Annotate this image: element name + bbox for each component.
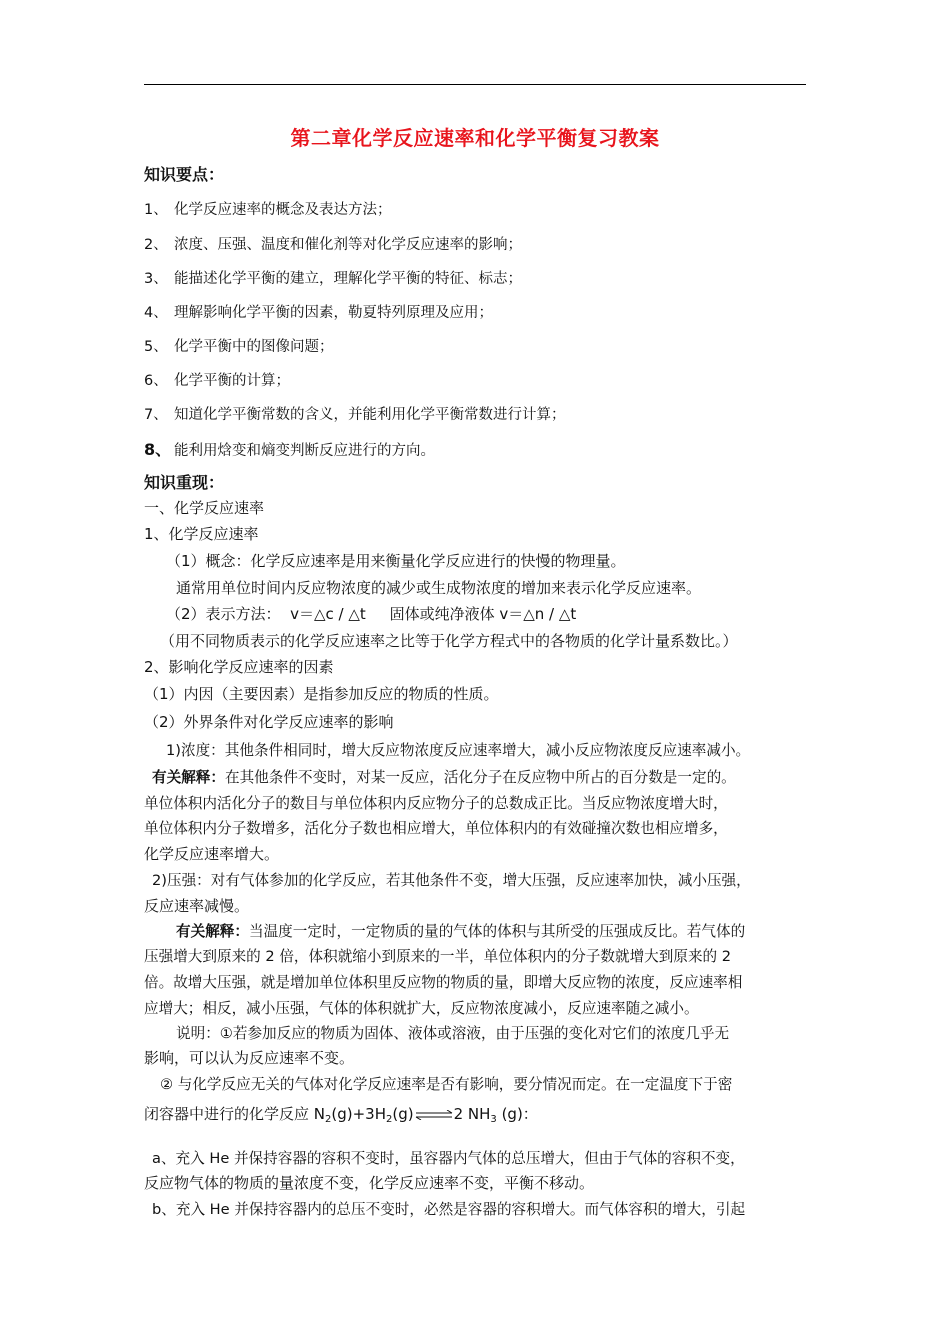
list-text: 能描述化学平衡的建立，理解化学平衡的特征、标志； bbox=[174, 271, 522, 287]
text-span: 在其他条件不变时，对某一反应，活化分子在反应物中所占的百分数是一定的。 bbox=[224, 769, 736, 786]
list-number: 1、 bbox=[144, 202, 168, 218]
text-line: a、充入 He 并保持容器的容积不变时，虽容器内气体的总压增大，但由于气体的容积不变， bbox=[152, 1150, 745, 1167]
list-item bbox=[144, 403, 566, 424]
list-text: 浓度、压强、温度和催化剂等对化学反应速率的影响； bbox=[174, 237, 522, 253]
list-number: 6、 bbox=[144, 373, 168, 389]
text-line: 单位体积内分子数增多，活化分子数也相应增大，单位体积内的有效碰撞次数也相应增多， bbox=[144, 820, 728, 837]
section-heading-key-points: 知识要点： bbox=[144, 165, 225, 184]
text-line: （2）表示方法： v＝△c / △t 固体或纯净液体 v＝△n / △t bbox=[166, 605, 577, 623]
text-line: 倍。故增大压强，就是增加单位体积里反应物的物质的量，即增大反应物的浓度，反应速率相 bbox=[144, 974, 743, 991]
section-heading-knowledge-review: 知识重现： bbox=[144, 473, 225, 492]
text-line: （2）外界条件对化学反应速率的影响 bbox=[144, 713, 394, 731]
list-number: 3、 bbox=[144, 271, 168, 287]
text-line: 反应速率减慢。 bbox=[144, 897, 250, 915]
explanation-label: 有关解释： bbox=[152, 769, 225, 786]
text-line: ② 与化学反应无关的气体对化学反应速率是否有影响，要分情况而定。在一定温度下于密 bbox=[160, 1076, 733, 1093]
text-line: 1)浓度：其他条件相同时，增大反应物浓度反应速率增大，减小反应物浓度反应速率减小。 bbox=[166, 742, 751, 759]
text-line bbox=[152, 766, 736, 787]
text-line: 通常用单位时间内反应物浓度的减少或生成物浓度的增加来表示化学反应速率。 bbox=[176, 579, 702, 597]
list-item bbox=[144, 301, 493, 322]
text-span: 当温度一定时，一定物质的量的气体的体积与其所受的压强成反比。若气体的 bbox=[248, 923, 746, 940]
text-span: 2 NH bbox=[453, 1105, 491, 1123]
text-line: （1）内因（主要因素）是指参加反应的物质的性质。 bbox=[144, 685, 499, 703]
text-line: 影响，可以认为反应速率不变。 bbox=[144, 1049, 355, 1067]
text-span: (g) bbox=[392, 1105, 414, 1123]
list-text: 化学反应速率的概念及表达方法； bbox=[174, 202, 392, 218]
header-rule bbox=[144, 84, 806, 85]
list-item bbox=[144, 233, 522, 254]
subscript: 3 bbox=[490, 1114, 497, 1125]
text-line: 2、影响化学反应速率的因素 bbox=[144, 658, 334, 676]
text-line: b、充入 He 并保持容器内的总压不变时，必然是容器的容积增大。而气体容积的增大，引起 bbox=[152, 1201, 746, 1218]
text-line: （1）概念：化学反应速率是用来衡量化学反应进行的快慢的物理量。 bbox=[166, 552, 626, 570]
list-text: 知道化学平衡常数的含义，并能利用化学平衡常数进行计算； bbox=[174, 407, 566, 423]
text-line: 压强增大到原来的 2 倍，体积就缩小到原来的一半，单位体积内的分子数就增大到原来的 2 bbox=[144, 948, 732, 965]
list-item bbox=[144, 335, 334, 356]
text-line: 化学反应速率增大。 bbox=[144, 845, 280, 863]
text-line: 一、化学反应速率 bbox=[144, 499, 265, 517]
text-span: 闭容器中进行的化学反应 N bbox=[144, 1105, 325, 1123]
subscript: 2 bbox=[325, 1114, 332, 1125]
text-line bbox=[176, 920, 745, 941]
text-line: 反应物气体的物质的量浓度不变，化学反应速率不变，平衡不移动。 bbox=[144, 1174, 595, 1192]
subscript: 2 bbox=[386, 1114, 393, 1125]
list-text: 能利用焓变和熵变判断反应进行的方向。 bbox=[174, 443, 435, 459]
text-line: 说明：①若参加反应的物质为固体、液体或溶液，由于压强的变化对它们的浓度几乎无 bbox=[176, 1025, 730, 1042]
document-title: 第二章化学反应速率和化学平衡复习教案 bbox=[290, 126, 660, 150]
list-item bbox=[144, 198, 392, 219]
list-number: 2、 bbox=[144, 237, 168, 253]
list-item bbox=[144, 437, 435, 460]
list-item bbox=[144, 267, 522, 288]
text-line: 1、化学反应速率 bbox=[144, 525, 259, 543]
text-line: 应增大；相反，减小压强，气体的体积就扩大，反应物浓度减小，反应速率随之减小。 bbox=[144, 1000, 699, 1017]
list-number: 8、 bbox=[144, 440, 172, 459]
text-line: 单位体积内活化分子的数目与单位体积内反应物分子的总数成正比。当反应物浓度增大时， bbox=[144, 795, 728, 812]
list-text: 理解影响化学平衡的因素，勒夏特列原理及应用； bbox=[174, 305, 493, 321]
reaction-equation-line bbox=[144, 1103, 538, 1125]
list-text: 化学平衡中的图像问题； bbox=[174, 339, 334, 355]
text-span: (g)+3H bbox=[331, 1105, 386, 1123]
list-number: 7、 bbox=[144, 407, 168, 423]
list-number: 5、 bbox=[144, 339, 168, 355]
text-line: （用不同物质表示的化学反应速率之比等于化学方程式中的各物质的化学计量系数比。） bbox=[160, 632, 738, 650]
text-span: (g)： bbox=[496, 1105, 538, 1123]
equilibrium-arrow-icon bbox=[414, 1106, 454, 1124]
list-text: 化学平衡的计算； bbox=[174, 373, 290, 389]
text-line: 2)压强：对有气体参加的化学反应，若其他条件不变，增大压强，反应速率加快，减小压强， bbox=[152, 872, 751, 889]
list-number: 4、 bbox=[144, 305, 168, 321]
explanation-label: 有关解释： bbox=[176, 923, 249, 940]
list-item bbox=[144, 369, 290, 390]
